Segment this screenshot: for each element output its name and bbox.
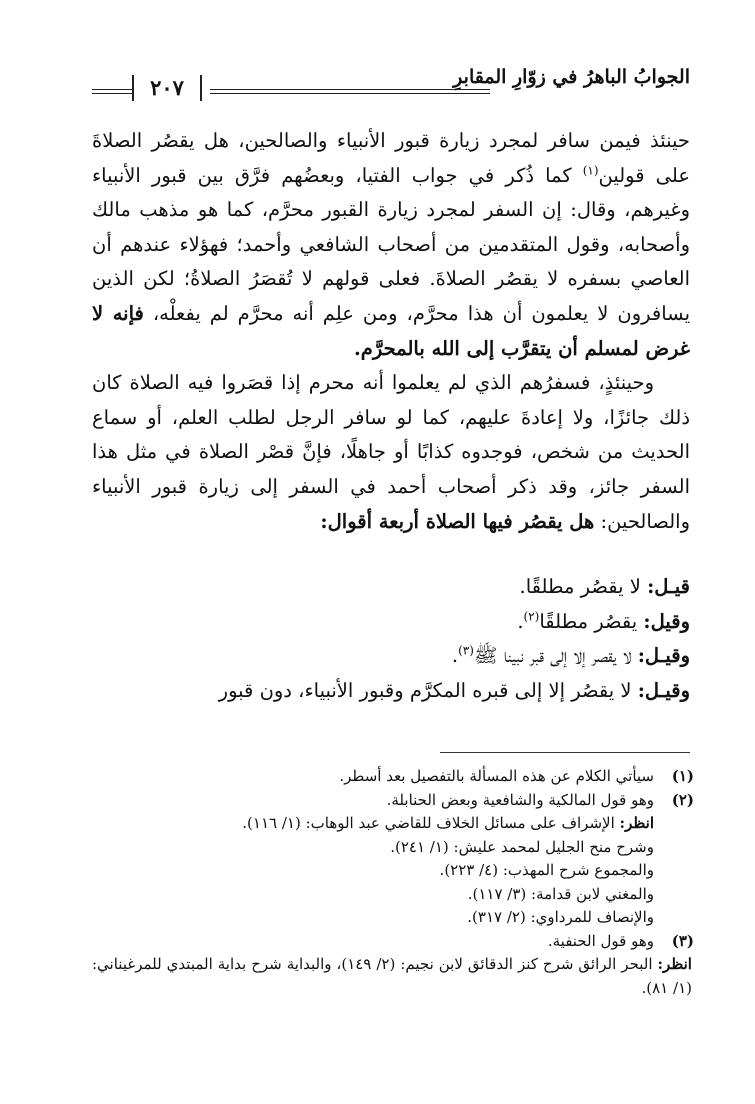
paragraph-2 <box>92 366 690 539</box>
sayings-list <box>92 570 690 708</box>
header-rule <box>210 93 490 94</box>
footnote-ref-line: وشرح منح الجليل لمحمد عليش: (١/ ٢٤١). <box>390 837 654 856</box>
footnote-text: سيأتي الكلام عن هذه المسألة بالتفصيل بعد أسطر. <box>339 767 654 785</box>
saying-text: لا يقصر إلا إلى قبر نبينا ﷺ <box>473 644 638 668</box>
saying-label: وقيـل: <box>637 644 690 668</box>
saying-tail: . <box>451 644 459 668</box>
footnote-text: وهو قول المالكية والشافعية وبعض الحنابلة. <box>386 790 654 809</box>
text-run: وحينئذٍ، فسفرُهم الذي لم يعلموا أنه محرم إذا قصَروا فيه الصلاة كان ذلك جائزًا، ولا إعادةَ عليهم، كما لو سافر الرجل لطلب العلم، أو سماع الحديث من شخص، فوجدوه كذابًا أو جاهلًا، فإنَّ قصْر الصلاة في مثل هذا السفر جائز، وقد ذكر أصحاب أحمد في السفر إلى زيارة قبور الأنبياء والصالحين: <box>92 371 690 533</box>
saying-text: لا يقصُر مطلقًا. <box>519 575 648 598</box>
saying-label: قيـل: <box>647 575 690 598</box>
text-run: كما ذُكر في جواب الفتيا، وبعضُهم فرَّق بين قبور الأنبياء وغيرهم، وقال: إن السفر لمجرد زيارة القبور محرَّم، كما هو مذهب مالك وأصحابه، وقول المتقدمين من أصحاب الشافعي وأحمد؛ فهؤلاء عندهم أن العاصي بسفره لا يقصُر الصلاةَ. فعلى قولهم لا تُقصَرُ الصلاةُ؛ لكن الذين يسافرون لا يعلمون أن هذا محرَّم، ومن علِم أنه محرَّم لم يفعلْه، <box>92 163 691 325</box>
header-rule <box>210 89 490 90</box>
saying-item <box>92 674 690 709</box>
book-title: الجوابُ الباهرُ في زوّارِ المقابرِ <box>453 66 690 88</box>
footnote-2 <box>92 789 692 930</box>
bold-text: هل يقصُر فيها الصلاة أربعة أقوال: <box>320 509 595 533</box>
main-text <box>92 124 690 539</box>
footnote-number: (٣) <box>671 931 694 950</box>
text-run: حينئذ فيمن سافر لمجرد زيارة قبور الأنبياء والصالحين، هل يقصُر الصلاةَ على قولين <box>92 129 690 187</box>
footnote-ref: الإشراف على مسائل الخلاف للقاضي عبد الوهاب: (١/ ١١٦). <box>242 814 620 832</box>
footnote-text: وهو قول الحنفية. <box>547 931 654 950</box>
footnote-ref-2: (٢) <box>523 609 540 624</box>
footnote-ref-3: (٣) <box>458 643 474 658</box>
header-rule <box>92 93 132 94</box>
saying-text: يقصُر مطلقًا <box>539 609 644 633</box>
look-label: انظر: <box>619 814 654 832</box>
saying-item <box>92 570 690 605</box>
saying-label: وقيـل: <box>637 678 690 702</box>
footnotes <box>92 765 692 1000</box>
bold-text: فإنه لا غرض لمسلم أن يتقرَّب إلى الله بالمحرَّم. <box>92 301 690 360</box>
footnote-ref-line: والإنصاف للمرداوي: (٢/ ٣١٧). <box>467 908 654 926</box>
footnote-ref-1: (١) <box>582 163 599 178</box>
paragraph-1 <box>92 124 690 366</box>
footnote-3 <box>92 930 692 1001</box>
header-rule <box>92 89 132 90</box>
look-label: انظر: <box>657 955 692 973</box>
footnote-1 <box>92 765 692 789</box>
footnote-ref-line <box>92 953 692 1000</box>
footnote-separator <box>440 752 690 753</box>
saying-item <box>92 639 690 674</box>
footnote-ref: البحر الرائق شرح كنز الدقائق لابن نجيم: (٢/ ١٤٩)، والبداية شرح بداية المبتدي للمرغيناني: (١/ ٨١). <box>92 955 692 997</box>
footnote-ref-line <box>92 812 654 836</box>
footnote-number: (٢) <box>671 790 694 809</box>
saying-label: وقيل: <box>643 609 690 633</box>
saying-tail: . <box>517 609 524 633</box>
saying-item <box>92 605 690 640</box>
footnote-ref-line: والمغني لابن قدامة: (٣/ ١١٧). <box>467 884 654 903</box>
running-header <box>92 62 690 106</box>
footnote-ref-line: والمجموع شرح المهذب: (٤/ ٢٢٣). <box>439 861 654 879</box>
saying-text: لا يقصُر إلا إلى قبره المكرَّم وقبور الأنبياء، دون قبور <box>218 678 638 702</box>
page-number: ٢٠٧ <box>132 75 202 101</box>
footnote-number: (١) <box>671 767 694 785</box>
